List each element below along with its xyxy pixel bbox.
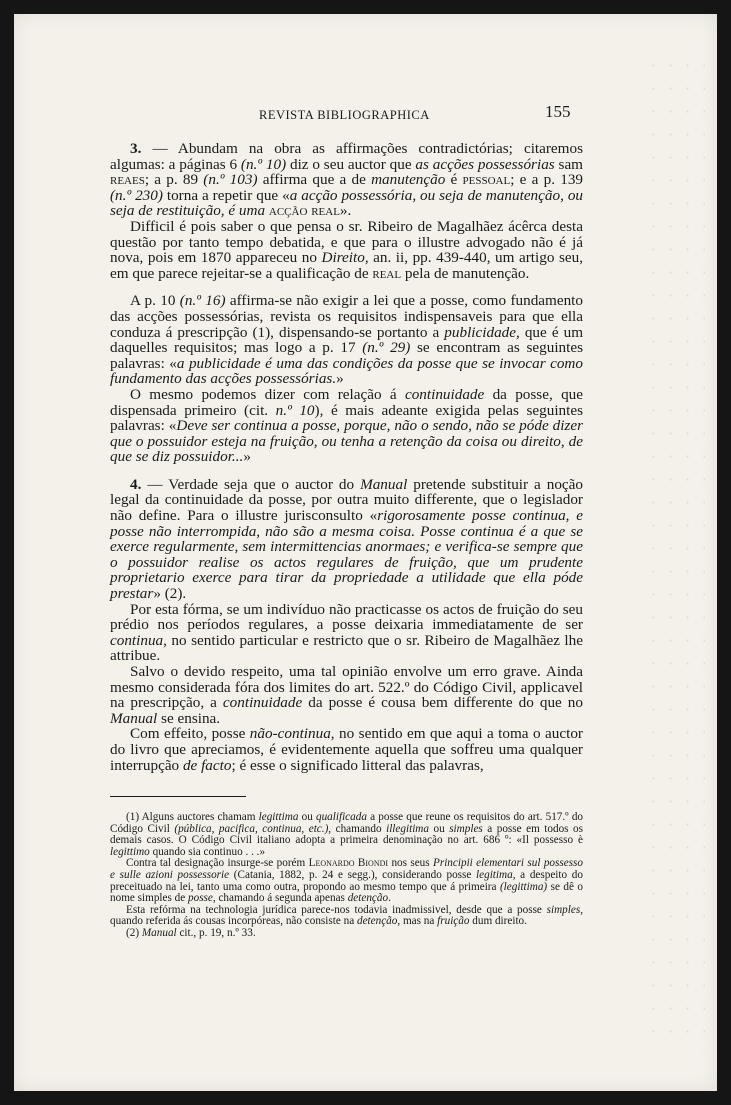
footnote [110, 905, 583, 928]
italic-run: detenção [347, 892, 389, 905]
italic-run: qualificada [315, 811, 367, 823]
page-speckle [645, 54, 705, 1054]
text-run: Salvo o devido respeito, uma tal opinião envolve um erro grave. Ainda mesmo considerada fóra dos limites do art. 522.º do Código Civil, applicavel na prescripção, a [110, 663, 583, 712]
paragraph-section-3 [110, 141, 583, 219]
text-run: ; a p. 89 [144, 171, 204, 189]
text-run: — Verdade seja que o auctor do [141, 475, 361, 493]
small-caps-run: Leonardo Biondi [308, 857, 389, 870]
italic-run: n.º 10 [275, 401, 315, 419]
italic-run: continua [110, 631, 164, 649]
italic-run: illegitima [386, 822, 429, 835]
body-text [110, 141, 583, 773]
text-run: » [243, 448, 251, 466]
footnote-divider [110, 796, 246, 797]
text-run: diz o seu auctor que [286, 155, 416, 173]
italic-run: fruição [437, 915, 470, 928]
italic-run: as acções possessórias [415, 155, 555, 173]
text-run: sam [554, 155, 584, 173]
text-run: » (2). [153, 585, 187, 603]
paragraph [110, 726, 583, 773]
book-page [14, 14, 717, 1091]
footnote [110, 858, 583, 904]
text-run: ou [428, 822, 450, 835]
text-run: Difficil é pois saber o que pensa o sr. Ribeiro de Magalhãez ácêrca desta questão por tanto tempo debatida, e que para o illustre advogado não é já nova, pois em 1870 appareceu no [110, 217, 583, 267]
text-run: , chamando [328, 822, 387, 835]
text-run: ». [339, 202, 352, 220]
italic-run: legittima [258, 811, 299, 823]
paragraph [110, 293, 583, 387]
text-run: Esta refórma na technologia jurídica parece-nos todavia inadmissivel, desde que a posse [126, 903, 547, 916]
italic-run: continuidade [222, 694, 303, 712]
italic-run: (n.º 16) [179, 292, 226, 310]
text-run: quando sia continuo . . .» [149, 845, 266, 858]
paragraph-section-4 [110, 477, 583, 602]
small-caps-run: pessoal [462, 171, 511, 189]
italic-run: manutenção [371, 171, 446, 189]
italic-run: (n.º 10) [240, 155, 287, 173]
italic-run: continuidade [404, 385, 485, 403]
text-run: affirma-se não exigir a lei que a posse, como fundamento das acções possessórias, revista os requisitos indispensaveis para que ella conduza á prescripção (1), dispensando-se portanto a [110, 292, 583, 341]
text-run: , no sentido particular e restricto que o sr. Ribeiro de Magalhãez lhe attribue. [110, 631, 583, 665]
text-run: torna a repetir que « [162, 186, 290, 204]
text-run: pela de manutenção. [401, 264, 530, 282]
italic-run: posse [188, 892, 213, 905]
text-run: da posse, que dispensada primeiro (cit. [110, 385, 583, 419]
small-caps-run: reaes [110, 171, 145, 189]
text-run: (Catania, 1882, p. 24 e segg.), considerando posse [229, 868, 477, 881]
italic-run: publicidade [444, 323, 516, 341]
text-run: O mesmo podemos dizer com relação á [130, 385, 405, 403]
text-run: da posse é cousa bem differente do que no [302, 694, 583, 712]
section-number: 3. [130, 140, 142, 157]
text-run: a posse em todos os demais casos. O Código Civil italiano adopta a primeira denominação no art. 686 º: «Il possesso è [110, 822, 583, 847]
text-run: dum direito. [469, 915, 527, 928]
italic-run: Principii elementari sul possesso e sulle azioni possessorie [110, 857, 583, 881]
text-run: , an. ii, pp. 439-440, um artigo seu, em que parece rejeitar-se a qualificação de [110, 249, 583, 282]
italic-run: a acção possessória, ou seja de manutenção, ou seja de restituição, é uma [110, 186, 584, 220]
italic-run: detenção [356, 915, 398, 928]
italic-run: (n.º 230) [110, 186, 163, 204]
text-run: , no sentido em que aqui a toma o auctor do livro que apreciamos, é evidentemente aquella que soffreu uma qualquer interrupção [110, 725, 583, 774]
italic-run: Manual [110, 709, 158, 727]
paragraph [110, 602, 583, 664]
text-run: ; e a p. 139 [510, 171, 584, 189]
italic-run: rigorosamente posse continua, e posse não interrompida, não são a mesma coisa. Posse continua é a que se exerce regularmente, sem intermittencias anormaes; e verifica-se sempre que o possuidor realise os actos regulares de fruição, que um prudente proprietario exerce para tirar da propriedade a utilidade que ella póde prestar [110, 507, 583, 603]
italic-run: Manual [360, 475, 408, 493]
text-run: se encontram as seguintes palavras: « [110, 339, 583, 372]
italic-run: simples [449, 822, 483, 835]
text-run: , quando referida ás cousas incorpóreas, não consiste na [110, 903, 583, 928]
text-run: , a despeito do preceituado na lei, tanto uma como outra, propondo ao mesmo tempo que á primeira [110, 868, 583, 893]
text-run: ), é mais adeante exigida pelas seguintes palavras: « [110, 401, 583, 435]
section-number: 4. [130, 475, 142, 493]
italic-run: Direito [321, 249, 365, 267]
italic-run: de facto [182, 756, 232, 774]
italic-run: (pública, pacifica, continua, etc.) [174, 822, 329, 835]
page-header [14, 102, 717, 128]
text-run: ou [298, 811, 316, 823]
footnotes [110, 812, 583, 940]
italic-run: legittimo [110, 845, 150, 858]
paragraph [110, 219, 583, 281]
paragraph [110, 387, 583, 465]
text-run: a posse que reune os requisitos do art. 517.º do Código Civil [110, 811, 584, 835]
text-run: (2) [126, 926, 142, 939]
footnote [110, 928, 583, 940]
text-run: affirma que a de [257, 171, 372, 189]
text-run: se dê o nome simples de [110, 880, 583, 905]
text-run: nos seus [388, 857, 434, 870]
text-run: cit., p. 19, n.º 33. [176, 926, 256, 939]
italic-run: não-continua [249, 725, 331, 743]
italic-run: (n.º 103) [203, 171, 258, 189]
text-run: Com effeito, posse [130, 725, 250, 743]
text-run: pretende substituir a noção legal da continuidade da posse, por outra muito differente, que o legislador não define. Para o illustre jurisconsulto « [110, 475, 584, 525]
page-number: 155 [545, 102, 571, 121]
footnote [110, 812, 583, 858]
italic-run: (legittima) [499, 880, 548, 893]
text-run: A p. 10 [130, 292, 180, 310]
text-run: é [445, 171, 463, 189]
italic-run: (n.º 29) [362, 339, 411, 357]
running-title: REVISTA BIBLIOGRAPHICA [259, 108, 430, 122]
italic-run: Manual [141, 926, 177, 939]
italic-run: a publicidade é uma das condições da posse que se invocar como fundamento das acções possessórias. [110, 354, 583, 388]
text-run: ; é esse o significado litteral das palavras, [231, 756, 484, 774]
text-run: , chamando á segunda apenas [212, 892, 348, 905]
italic-run: simples [546, 903, 581, 916]
text-run: se ensina. [157, 709, 221, 727]
text-run: Contra tal designação insurge-se porém [126, 857, 309, 870]
text-run: , que é um daquelles requisitos; mas logo a p. 17 [110, 323, 584, 357]
italic-run: legitima [476, 868, 513, 881]
italic-run: Deve ser continua a posse, porque, não o sendo, não se póde dizer que o possuidor esteja na fruição, ou tenha a retenção da coisa ou direito, de que se diz possuidor... [110, 417, 584, 466]
text-run: » [336, 370, 344, 388]
small-caps-run: acção real [268, 202, 340, 220]
small-caps-run: real [372, 264, 402, 282]
text-run: Por esta fórma, se um indivíduo não practicasse os actos de fruição do seu prédio nos períodos regulares, a posse deixaria immediatamente de ser [110, 600, 583, 634]
text-run: . [388, 892, 391, 905]
text-run: (1) Alguns auctores chamam [126, 811, 259, 823]
text-run: — Abundam na obra as affirmações contradictórias; citaremos algumas: a páginas 6 [110, 140, 583, 173]
paragraph [110, 664, 583, 726]
text-run: , mas na [397, 915, 438, 928]
